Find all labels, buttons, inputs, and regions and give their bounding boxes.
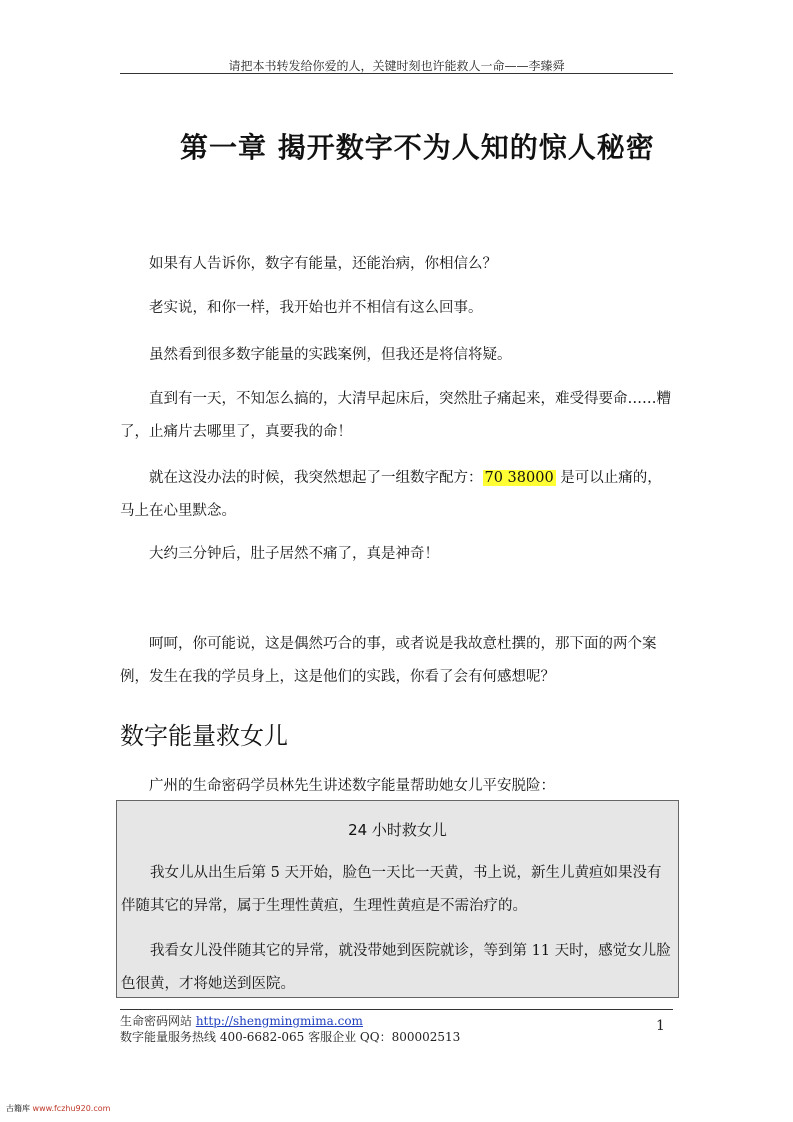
story-paragraph: 我看女儿没伴随其它的异常，就没带她到医院就诊，等到第 11 天时，感觉女儿脸色很黄，才将她送到医院。: [121, 943, 671, 992]
section-intro: 广州的生命密码学员林先生讲述数字能量帮助她女儿平安脱险：: [149, 778, 555, 794]
paragraph: 虽然看到很多数字能量的实践案例，但我还是将信将疑。: [149, 347, 512, 363]
chapter-title: 第一章 揭开数字不为人知的惊人秘密: [180, 131, 655, 164]
header-divider: [120, 73, 673, 74]
running-header: 请把本书转发给你爱的人，关键时刻也许能救人一命——李臻舜: [228, 59, 565, 73]
paragraph-text: 是可以止痛的，马上在心里默念。: [120, 470, 662, 519]
paragraph-with-highlight: [120, 462, 673, 528]
story-title: 24 小时救女儿: [348, 821, 447, 839]
paragraph: 老实说，和你一样，我开始也并不相信有这么回事。: [149, 300, 483, 316]
highlighted-number-formula: 70 38000: [484, 470, 554, 486]
footer-site: [120, 1012, 363, 1029]
paragraph: 大约三分钟后，肚子居然不痛了，真是神奇！: [149, 546, 439, 562]
website-link[interactable]: http://shengmingmima.com: [195, 1014, 363, 1028]
section-heading: 数字能量救女儿: [120, 722, 288, 750]
footer-divider: [120, 1009, 673, 1010]
story-paragraph: 我女儿从出生后第 5 天开始，脸色一天比一天黄，书上说，新生儿黄疸如果没有伴随其它的异常，属于生理性黄疸，生理性黄疸是不需治疗的。: [121, 865, 662, 914]
story-box: [116, 800, 679, 998]
watermark: [6, 1103, 110, 1114]
paragraph-text: 就在这没办法的时候，我突然想起了一组数字配方：: [149, 470, 483, 486]
watermark-url: www.fczhu920.com: [32, 1104, 111, 1113]
watermark-label: 古籍库: [6, 1104, 33, 1113]
footer-hotline: 数字能量服务热线 400-6682-065 客服企业 QQ：800002513: [120, 1030, 461, 1044]
paragraph: 如果有人告诉你，数字有能量，还能治病，你相信么？: [149, 256, 497, 272]
footer-site-label: 生命密码网站: [120, 1014, 196, 1028]
paragraph: 直到有一天，不知怎么搞的，大清早起床后，突然肚子痛起来，难受得要命……糟了，止痛片去哪里了，真要我的命！: [120, 391, 671, 440]
page-number: 1: [656, 1018, 665, 1034]
paragraph: 呵呵，你可能说，这是偶然巧合的事，或者说是我故意杜撰的，那下面的两个案例，发生在我的学员身上，这是他们的实践，你看了会有何感想呢？: [120, 636, 657, 685]
